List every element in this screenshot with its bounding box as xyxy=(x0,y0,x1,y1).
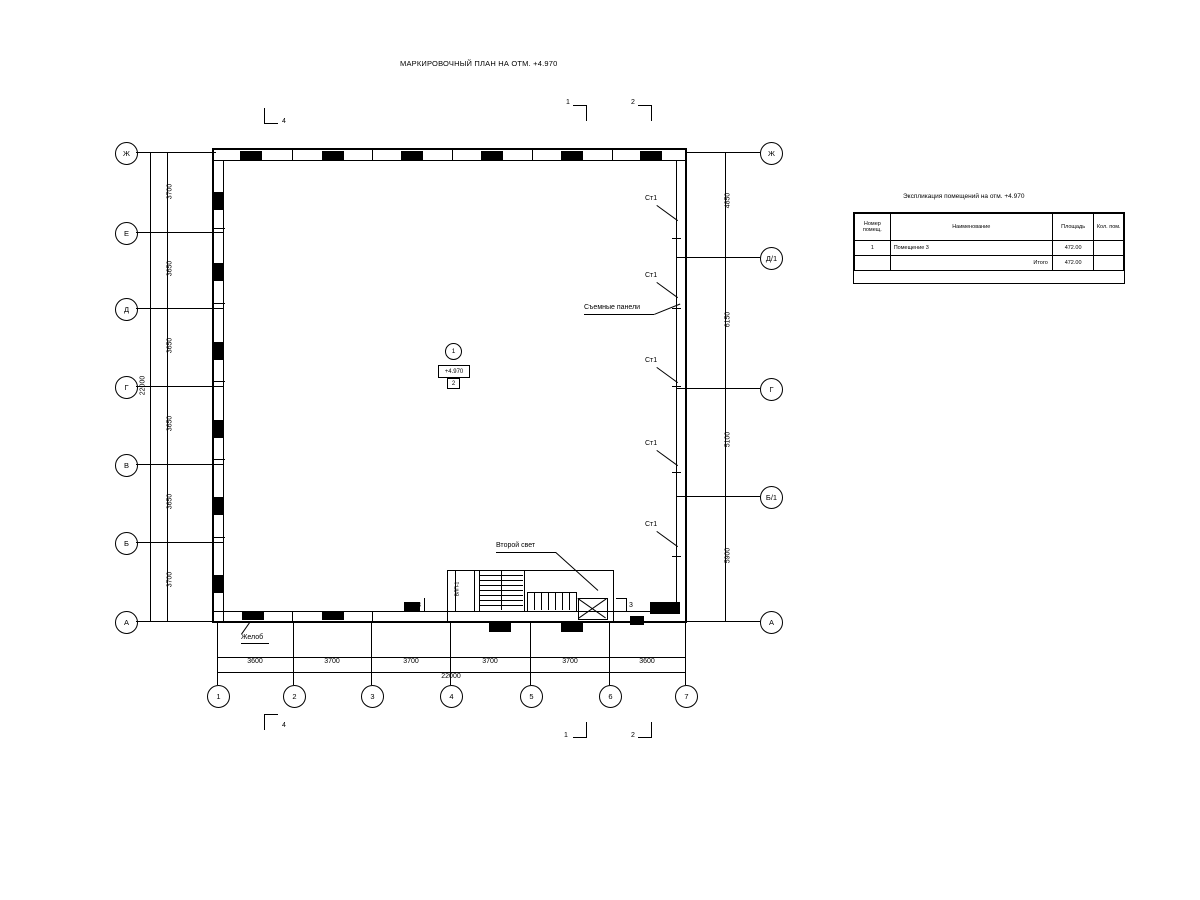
column-top-1 xyxy=(240,151,262,160)
section-mark-top-right-v xyxy=(651,105,652,121)
column-bottom-5 xyxy=(561,623,583,632)
dim-left-t-e xyxy=(162,232,173,233)
table-cell-num: 1 xyxy=(855,241,891,256)
panel-right-5-end xyxy=(672,556,681,557)
dim-left-t-zh xyxy=(162,152,173,153)
axis-bubble-7[interactable]: 7 xyxy=(675,685,698,708)
table-cell-count xyxy=(1094,241,1124,256)
section-mark-top-left-v xyxy=(264,108,265,124)
dim-bottom-t7 xyxy=(685,652,686,663)
section-label-top-mid: 1 xyxy=(566,99,570,106)
dim-bottom-t2 xyxy=(293,652,294,663)
panel-right-1-end xyxy=(672,238,681,239)
section-label-inner-left: 3 xyxy=(417,602,421,609)
column-top-5 xyxy=(561,151,583,160)
label-removable-panels: Съемные панели xyxy=(584,304,641,311)
section-mark-bottom-mid-v xyxy=(586,722,587,738)
section-mark-bottom-right-v xyxy=(651,722,652,738)
tee-top-bar-3 xyxy=(447,160,458,161)
wall-right-outer xyxy=(685,148,687,623)
section-mark-bottom-right-h xyxy=(638,737,652,738)
tee-top-2 xyxy=(372,148,373,160)
stair-riser xyxy=(541,592,542,610)
section-mark-inner-left-h xyxy=(424,611,435,612)
dim-bottom-total-t1 xyxy=(217,667,218,678)
axis-bubble-d1-right[interactable]: Д/1 xyxy=(760,247,783,270)
axis-bubble-d-left[interactable]: Д xyxy=(115,298,138,321)
dim-left-6: 3700 xyxy=(166,571,174,588)
leader-st1-3 xyxy=(656,367,678,383)
leader-st1-5 xyxy=(656,531,678,547)
room-tag: 1 xyxy=(445,343,462,360)
stair-riser xyxy=(555,592,556,610)
dim-bottom-t6 xyxy=(609,652,610,663)
dim-left-4: 3650 xyxy=(166,415,174,432)
section-label-inner-right: 3 xyxy=(629,602,633,609)
section-mark-top-mid-h xyxy=(573,105,587,106)
section-mark-top-mid-v xyxy=(586,105,587,121)
column-bottom-2 xyxy=(322,611,344,620)
table-row-total xyxy=(855,256,1124,271)
axis-bubble-e-left[interactable]: Е xyxy=(115,222,138,245)
axis-bubble-1[interactable]: 1 xyxy=(207,685,230,708)
column-left-3 xyxy=(214,342,223,360)
tee-top-bar-5 xyxy=(607,160,618,161)
dim-left-t-g xyxy=(162,386,173,387)
axis-line-g-right xyxy=(676,388,760,389)
table-header-row xyxy=(855,214,1124,241)
tee-bottom-bar-2 xyxy=(367,611,378,612)
explication-table xyxy=(853,212,1125,284)
tee-top-bar-1 xyxy=(287,160,298,161)
dim-left-total: 22000 xyxy=(139,375,147,396)
dim-left-5: 3650 xyxy=(166,493,174,510)
tee-top-5 xyxy=(612,148,613,160)
column-left-5 xyxy=(214,497,223,515)
section-label-top-left: 4 xyxy=(282,118,286,125)
table-cell-total-count xyxy=(1094,256,1124,271)
column-top-6 xyxy=(640,151,662,160)
section-mark-bottom-mid-h xyxy=(573,737,587,738)
dim-bottom-t3 xyxy=(371,652,372,663)
panel-right-1 xyxy=(676,160,677,238)
column-left-6 xyxy=(214,575,223,593)
panel-right-6 xyxy=(676,568,677,612)
dim-left-2: 3650 xyxy=(166,260,174,277)
dim-left-t-b xyxy=(162,542,173,543)
leader-st1-1 xyxy=(656,205,678,221)
tee-top-4 xyxy=(532,148,533,160)
column-top-3 xyxy=(401,151,423,160)
label-gutter-underline xyxy=(241,643,269,644)
dim-left-total-line xyxy=(150,152,151,621)
table-header-num: Номер помещ. xyxy=(855,214,891,241)
label-st1-4: Ст1 xyxy=(645,440,658,447)
axis-bubble-5[interactable]: 5 xyxy=(520,685,543,708)
column-bottom-1 xyxy=(242,611,264,620)
dim-left-t-a xyxy=(162,621,173,622)
column-left-4 xyxy=(214,420,223,438)
dim-right-4: 5900 xyxy=(724,547,732,564)
label-st1-3: Ст1 xyxy=(645,357,658,364)
dim-right-1: 4850 xyxy=(724,192,732,209)
dim-right-t5 xyxy=(720,621,731,622)
dim-left-total-t1 xyxy=(145,152,156,153)
table-cell-num-total xyxy=(855,256,891,271)
label-st1-5: Ст1 xyxy=(645,521,658,528)
wall-top-outer xyxy=(212,148,687,150)
label-second-light: Второй свет xyxy=(496,542,536,549)
dim-left-total-t2 xyxy=(145,621,156,622)
table-title: Экспликация помещений на отм. +4.970 xyxy=(903,193,1025,200)
table-row xyxy=(855,241,1124,256)
section-mark-top-right-h xyxy=(638,105,652,106)
leader-st1-2 xyxy=(656,282,678,298)
axis-bubble-6[interactable]: 6 xyxy=(599,685,622,708)
table-cell-area: 472.00 xyxy=(1052,241,1094,256)
dim-right-2: 6150 xyxy=(724,311,732,328)
section-label-bottom-right: 2 xyxy=(631,732,635,739)
dim-left-t-v xyxy=(162,464,173,465)
label-second-light-underline xyxy=(496,552,556,553)
dim-bottom-4: 3700 xyxy=(482,658,498,665)
section-label-bottom-mid: 1 xyxy=(564,732,568,739)
axis-bubble-zh-right[interactable]: Ж xyxy=(760,142,783,165)
dim-bottom-1: 3600 xyxy=(247,658,263,665)
dim-left-1: 3700 xyxy=(166,183,174,200)
dim-right-t3 xyxy=(720,388,731,389)
stair-riser xyxy=(562,592,563,610)
panel-right-3-end xyxy=(672,386,681,387)
section-label-bottom-left: 4 xyxy=(282,722,286,729)
dim-bottom-t4 xyxy=(450,652,451,663)
label-st1-2: Ст1 xyxy=(645,272,658,279)
section-mark-bottom-left-h xyxy=(264,714,278,715)
tee-top-bar-2 xyxy=(367,160,378,161)
panel-right-4-end xyxy=(672,472,681,473)
dim-bottom-total-t2 xyxy=(685,667,686,678)
axis-line-d1-right xyxy=(676,257,760,258)
axis-bubble-zh-left[interactable]: Ж xyxy=(115,142,138,165)
dim-bottom-total: 22000 xyxy=(441,673,461,680)
stair-mid-rail xyxy=(501,570,502,610)
stair-riser xyxy=(569,592,570,610)
detail-tag: 2 xyxy=(447,378,460,389)
section-mark-inner-left-v xyxy=(424,598,425,612)
axis-bubble-g-right[interactable]: Г xyxy=(760,378,783,401)
dim-left-t-d xyxy=(162,308,173,309)
tee-top-1 xyxy=(292,148,293,160)
axis-bubble-b-left[interactable]: Б xyxy=(115,532,138,555)
panel-right-3 xyxy=(676,320,677,386)
panel-right-2-end xyxy=(672,308,681,309)
section-mark-bottom-left-v xyxy=(264,714,265,730)
table-header-name: Наименование xyxy=(890,214,1052,241)
column-left-1 xyxy=(214,192,223,210)
panel-right-4 xyxy=(676,398,677,472)
axis-line-a xyxy=(136,621,684,622)
dim-bottom-3: 3700 xyxy=(403,658,419,665)
section-label-top-right: 2 xyxy=(631,99,635,106)
stair-riser xyxy=(548,592,549,610)
section-mark-top-left-h xyxy=(264,123,278,124)
tee-top-bar-4 xyxy=(527,160,538,161)
dim-right-t4 xyxy=(720,496,731,497)
axis-bubble-v-left[interactable]: В xyxy=(115,454,138,477)
dim-bottom-t1 xyxy=(217,652,218,663)
leader-st1-4 xyxy=(656,450,678,466)
table-cell-total-area: 472.00 xyxy=(1052,256,1094,271)
table-cell-total-label: Итого xyxy=(890,256,1052,271)
column-bottom-4 xyxy=(489,623,511,632)
dim-bottom-t5 xyxy=(530,652,531,663)
column-left-2 xyxy=(214,263,223,281)
label-st1-1: Ст1 xyxy=(645,195,658,202)
label-gutter: Желоб xyxy=(241,634,264,641)
dim-right-t1 xyxy=(720,152,731,153)
dim-bottom-5: 3700 xyxy=(562,658,578,665)
page-title: МАРКИРОВОЧНЫЙ ПЛАН НА ОТМ. +4.970 xyxy=(400,59,558,68)
axis-bubble-b1-right[interactable]: Б/1 xyxy=(760,486,783,509)
axis-bubble-3[interactable]: 3 xyxy=(361,685,384,708)
dim-bottom-2: 3700 xyxy=(324,658,340,665)
dim-left-3: 3650 xyxy=(166,337,174,354)
dim-bottom-chain-line xyxy=(217,657,686,658)
panel-right-2 xyxy=(676,250,677,308)
table-header-count: Кол. пом. xyxy=(1094,214,1124,241)
stair-riser xyxy=(534,592,535,610)
table-cell-name: Помещение 3 xyxy=(890,241,1052,256)
axis-bubble-4[interactable]: 4 xyxy=(440,685,463,708)
section-mark-inner-right-v xyxy=(626,598,627,612)
level-mark: +4.970 xyxy=(438,365,470,378)
axis-bubble-2[interactable]: 2 xyxy=(283,685,306,708)
column-top-4 xyxy=(481,151,503,160)
leader-removable-underline xyxy=(584,314,654,315)
column-top-2 xyxy=(322,151,344,160)
tee-top-3 xyxy=(452,148,453,160)
axis-bubble-g-left[interactable]: Г xyxy=(115,376,138,399)
axis-line-b1-right xyxy=(676,496,760,497)
axis-bubble-a-right[interactable]: А xyxy=(760,611,783,634)
label-ladder: ВЛП-1 xyxy=(454,581,461,597)
section-mark-inner-right-h xyxy=(616,598,627,599)
dim-right-t2 xyxy=(720,257,731,258)
table-header-area: Площадь xyxy=(1052,214,1094,241)
tee-bottom-bar-1 xyxy=(287,611,298,612)
axis-bubble-a-left[interactable]: А xyxy=(115,611,138,634)
dim-bottom-6: 3600 xyxy=(639,658,655,665)
dim-right-3: 5100 xyxy=(724,431,732,448)
